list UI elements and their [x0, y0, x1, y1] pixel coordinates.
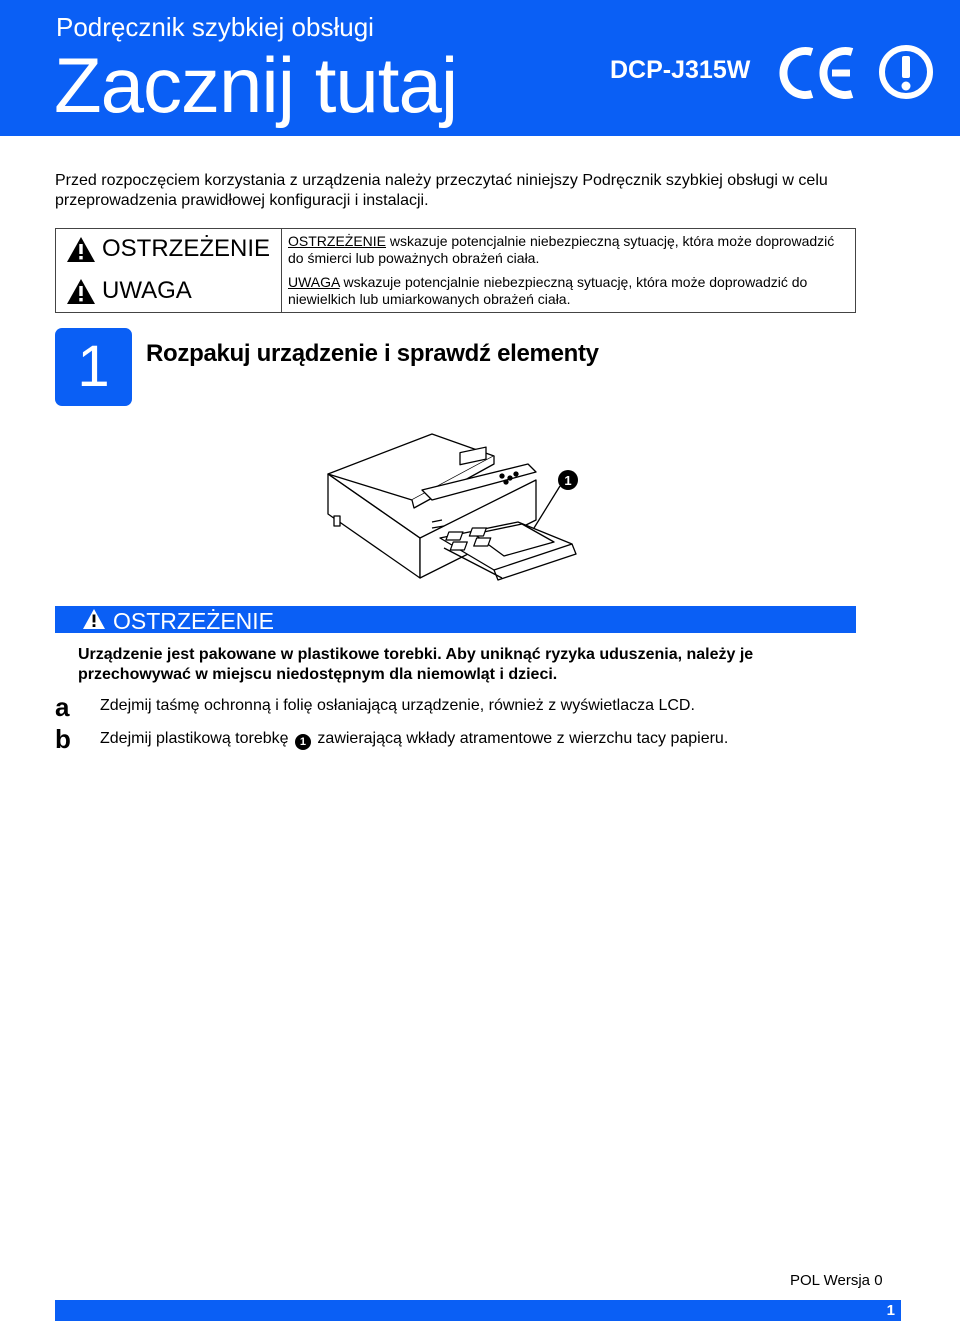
warning-text: Urządzenie jest pakowane w plastikowe torebki. Aby uniknąć ryzyka uduszenia, należy je przechowywać w miejscu niedostępnym dla niemowląt i dzieci.	[78, 646, 754, 683]
substep-b-text-after: zawierającą wkłady atramentowe z wierzchu tacy papieru.	[312, 730, 729, 747]
caution-label-text: UWAGA	[102, 277, 192, 304]
exclamation-circle-icon	[878, 44, 934, 100]
footer-bar	[55, 1300, 901, 1321]
caution-description-text: wskazuje potencjalnie niebezpieczną sytuację, która może doprowadzić do niewielkich lub umiarkowanych obrażeń ciała.	[288, 274, 808, 307]
document-title: Zacznij tutaj	[54, 41, 458, 129]
caution-triangle-icon	[66, 278, 96, 305]
ce-mark-icon	[778, 44, 858, 102]
warning-label-text: OSTRZEŻENIE	[102, 235, 271, 262]
document-subtitle: Podręcznik szybkiej obsługi	[56, 12, 374, 42]
legend-caution-label	[66, 277, 192, 305]
warning-triangle-icon	[82, 608, 106, 630]
caution-description	[288, 274, 853, 308]
substep-b-text	[100, 729, 728, 750]
legend-warning-label	[66, 235, 270, 263]
printer-illustration	[322, 430, 592, 592]
legend-labels-column	[56, 229, 282, 312]
substep-letter-a: a	[55, 692, 70, 722]
warning-description	[288, 233, 853, 267]
warning-triangle-icon	[66, 236, 96, 263]
step-title: Rozpakuj urządzenie i sprawdź elementy	[146, 340, 599, 367]
substep-b-callout: 1	[295, 734, 311, 750]
warning-banner-label: OSTRZEŻENIE	[113, 608, 275, 634]
warning-description-text: wskazuje potencjalnie niebezpieczną sytuację, która może doprowadzić do śmierci lub poważnych obrażeń ciała.	[288, 233, 835, 266]
header-banner	[0, 0, 960, 136]
intro-paragraph: Przed rozpoczęciem korzystania z urządzenia należy przeczytać niniejszy Podręcznik szybkiej obsługi w celu przeprowadzenia prawidłowej konfiguracji i instalacji.	[55, 172, 828, 209]
model-name: DCP-J315W	[610, 56, 751, 84]
substep-b-text-before: Zdejmij plastikową torebkę	[100, 730, 293, 747]
illustration-callout: 1	[564, 473, 572, 488]
substep-letter-b: b	[55, 724, 71, 754]
version-label: POL Wersja 0	[790, 1272, 883, 1289]
caution-term: UWAGA	[288, 274, 340, 290]
step-number-box: 1	[55, 328, 132, 406]
substep-a-text: Zdejmij taśmę ochronną i folię osłaniającą urządzenie, również z wyświetlacza LCD.	[100, 697, 695, 714]
page-number: 1	[886, 1302, 895, 1319]
warning-banner	[55, 606, 856, 633]
hazard-legend-table	[55, 228, 856, 313]
warning-term: OSTRZEŻENIE	[288, 233, 387, 249]
